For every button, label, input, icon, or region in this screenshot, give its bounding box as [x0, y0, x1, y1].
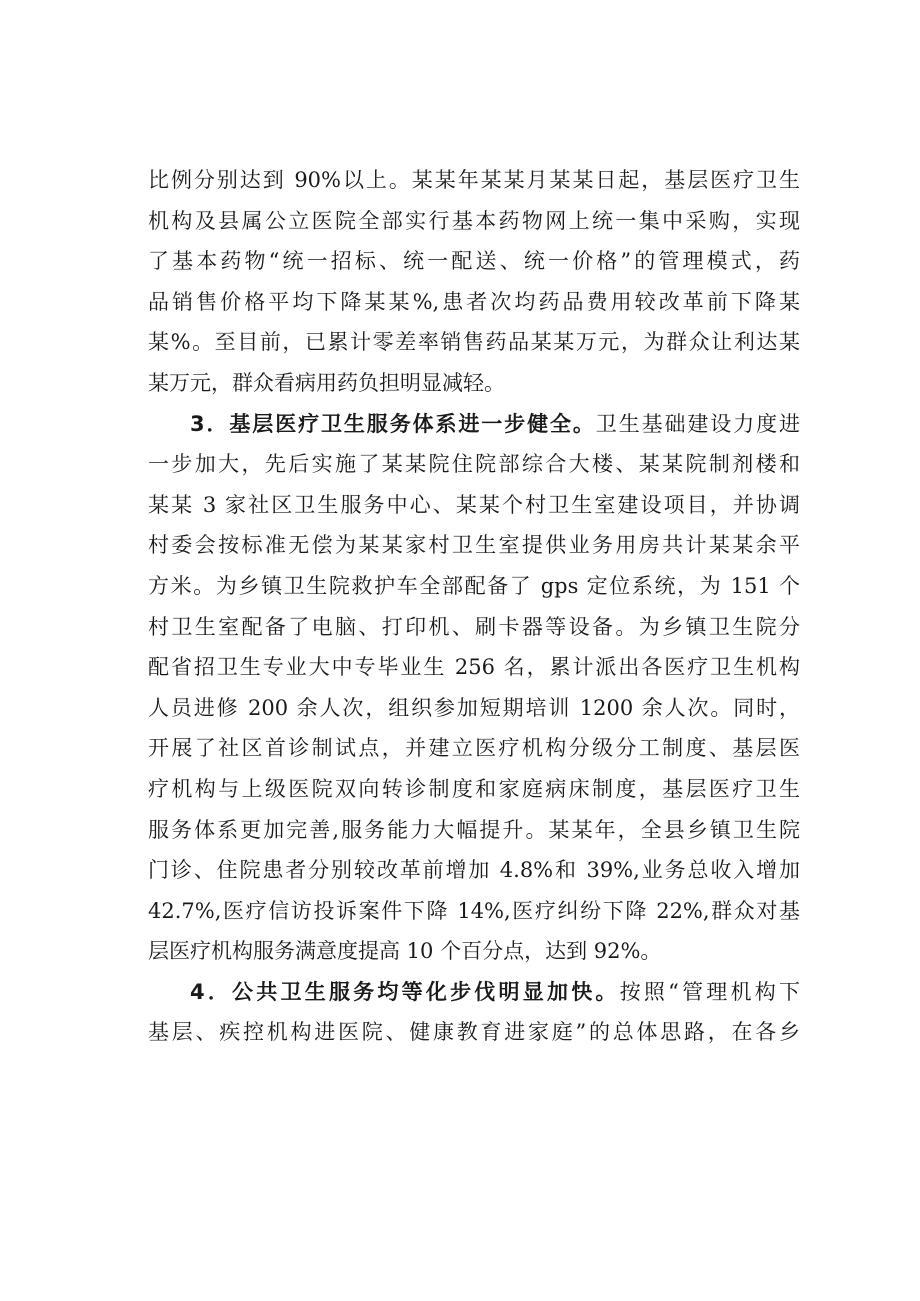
- paragraph-drug-procurement: [148, 160, 800, 404]
- text-run: 卫生基础建设力度进: [595, 411, 800, 436]
- text-line: 村卫生室配备了电脑、打印机、刷卡器等设备。为乡镇卫生院分: [148, 614, 800, 639]
- text-line: 疗机构与上级医院双向转诊制度和家庭病床制度，基层医疗卫生: [148, 776, 800, 801]
- section-heading-4: 4．公共卫生服务均等化步伐明显加快。: [190, 979, 620, 1004]
- text-line: 42.7%,医疗信访投诉案件下降 14%,医疗纠纷下降 22%,群众对基: [148, 898, 800, 923]
- text-line: 配省招卫生专业大中专毕业生 256 名，累计派出各医疗卫生机构: [148, 655, 800, 680]
- section-heading-3: 3．基层医疗卫生服务体系进一步健全。: [190, 411, 596, 436]
- text-line: 一步加大，先后实施了某某院住院部综合大楼、某某院制剂楼和: [148, 452, 800, 477]
- text-line: 品销售价格平均下降某某%,患者次均药品费用较改革前下降某: [148, 289, 800, 314]
- text-line: 某某 3 家社区卫生服务中心、某某个村卫生室建设项目，并协调: [148, 492, 800, 517]
- text-line: 层医疗机构服务满意度提高 10 个百分点，达到 92%。: [148, 939, 662, 964]
- text-line: 服务体系更加完善,服务能力大幅提升。某某年，全县乡镇卫生院: [148, 817, 800, 842]
- text-line: 开展了社区首诊制试点，并建立医疗机构分级分工制度、基层医: [148, 736, 800, 761]
- text-line: 某万元，群众看病用药负担明显减轻。: [148, 370, 505, 395]
- text-run: 按照“管理机构下: [619, 979, 800, 1004]
- text-line: 门诊、住院患者分别较改革前增加 4.8%和 39%,业务总收入增加: [148, 858, 800, 883]
- text-line: 某%。至目前，已累计零差率销售药品某某万元，为群众让利达某: [148, 330, 800, 355]
- paragraph-public-health: [148, 972, 800, 1053]
- text-line: 机构及县属公立医院全部实行基本药物网上统一集中采购，实现: [148, 208, 800, 233]
- text-line: 了基本药物“统一招标、统一配送、统一价格”的管理模式，药: [148, 249, 800, 274]
- text-line: 村委会按标准无偿为某某家村卫生室提供业务用房共计某某余平: [148, 533, 800, 558]
- text-line: 方米。为乡镇卫生院救护车全部配备了 gps 定位系统，为 151 个: [148, 573, 800, 598]
- text-line: 人员进修 200 余人次，组织参加短期培训 1200 余人次。同时，: [148, 695, 800, 720]
- text-line: 基层、疾控机构进医院、健康教育进家庭”的总体思路，在各乡: [148, 1020, 800, 1045]
- paragraph-first-line: [148, 404, 800, 445]
- text-line: 比例分别达到 90%以上。某某年某某月某某日起，基层医疗卫生: [148, 168, 800, 192]
- paragraph-service-system: [148, 404, 800, 972]
- paragraph-first-line: [148, 972, 800, 1013]
- body-text: [148, 160, 800, 1053]
